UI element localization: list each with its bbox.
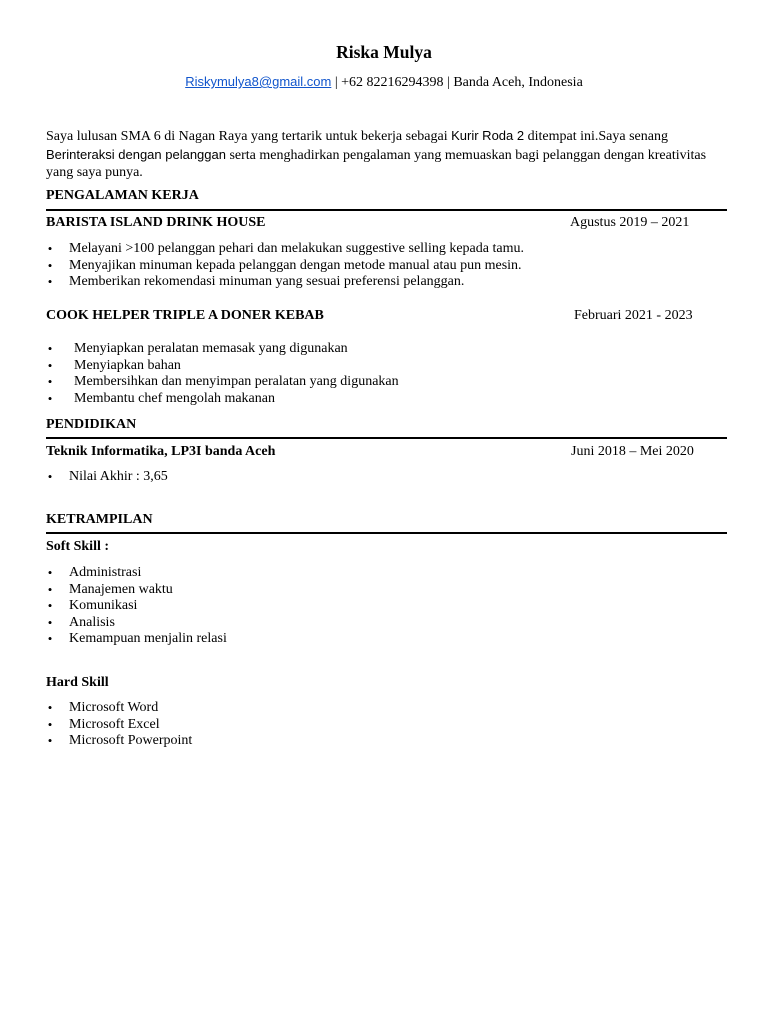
section-divider <box>46 532 727 534</box>
list-item <box>46 469 706 486</box>
list-item <box>46 598 706 615</box>
section-divider <box>46 437 727 439</box>
hard-skill-list <box>46 700 706 750</box>
list-item-text: Komunikasi <box>69 598 138 614</box>
job-date: Agustus 2019 – 2021 <box>570 215 690 230</box>
list-item <box>46 733 706 750</box>
list-item <box>46 717 706 734</box>
bullet-icon: • <box>47 390 53 406</box>
list-item-text: Kemampuan menjalin relasi <box>69 631 227 647</box>
hard-skill-title: Hard Skill <box>46 675 109 690</box>
list-item-text: Administrasi <box>69 565 142 580</box>
list-item <box>46 631 706 648</box>
section-title-skills: KETRAMPILAN <box>46 512 153 527</box>
list-item-text: Microsoft Word <box>69 700 159 715</box>
list-item <box>46 565 706 582</box>
bullet-icon: • <box>47 241 53 256</box>
list-item-text: Menyiapkan bahan <box>74 357 181 373</box>
resume-name: Riska Mulya <box>336 42 432 62</box>
list-item-text: Manajemen waktu <box>69 581 173 597</box>
list-item-text: Microsoft Powerpoint <box>69 733 193 749</box>
summary-text-5: serta menghadirkan pengalaman yang memuaskan bagi pelanggan dengan kreativitas yang saya punya. <box>46 147 707 180</box>
list-item <box>46 258 706 275</box>
bullet-icon: • <box>47 357 53 373</box>
list-item <box>46 391 706 408</box>
summary-text-2: Kurir Roda 2 <box>451 128 525 143</box>
list-item-text: Menyiapkan peralatan memasak yang digunakan <box>74 341 348 356</box>
soft-skill-list <box>46 565 706 648</box>
bullet-icon: • <box>47 581 53 597</box>
list-item-text: Nilai Akhir : 3,65 <box>69 469 168 484</box>
list-item-text: Microsoft Excel <box>69 716 160 732</box>
bullet-icon: • <box>47 374 53 390</box>
summary-paragraph <box>46 127 726 182</box>
list-item <box>46 358 706 375</box>
section-title-experience: PENGALAMAN KERJA <box>46 188 199 203</box>
list-item <box>46 700 706 717</box>
list-item-text: Membantu chef mengolah makanan <box>74 390 275 406</box>
email-link[interactable]: Riskymulya8@gmail.com <box>185 74 332 89</box>
list-item <box>46 615 706 632</box>
bullet-icon: • <box>47 598 53 614</box>
list-item <box>46 241 706 258</box>
contact-line <box>0 74 768 91</box>
list-item <box>46 274 706 291</box>
list-item-text: Membersihkan dan menyimpan peralatan yang digunakan <box>74 374 399 390</box>
summary-text-1: Saya lulusan SMA 6 di Nagan Raya yang tertarik untuk bekerja sebagai <box>46 129 452 144</box>
bullet-icon: • <box>47 614 53 630</box>
bullet-icon: • <box>47 631 53 647</box>
contact-details: | +62 82216294398 | Banda Aceh, Indonesia <box>331 75 583 90</box>
job-bullets <box>46 341 706 407</box>
list-item-text: Memberikan rekomendasi minuman yang sesuai preferensi pelanggan. <box>69 274 465 290</box>
bullet-icon: • <box>47 700 53 715</box>
education-bullets <box>46 469 706 486</box>
bullet-icon: • <box>47 716 53 732</box>
bullet-icon: • <box>47 733 53 749</box>
education-title: Teknik Informatika, LP3I banda Aceh <box>46 444 276 459</box>
list-item <box>46 582 706 599</box>
bullet-icon: • <box>47 565 53 580</box>
list-item <box>46 341 706 358</box>
bullet-icon: • <box>47 469 53 484</box>
soft-skill-title: Soft Skill : <box>46 539 110 554</box>
job-bullets <box>46 241 706 291</box>
job-title: BARISTA ISLAND DRINK HOUSE <box>46 215 266 230</box>
section-title-education: PENDIDIKAN <box>46 417 137 432</box>
bullet-icon: • <box>47 341 53 356</box>
job-date: Februari 2021 - 2023 <box>574 308 693 323</box>
list-item <box>46 374 706 391</box>
list-item-text: Melayani >100 pelanggan pehari dan melakukan suggestive selling kepada tamu. <box>69 241 524 256</box>
education-date: Juni 2018 – Mei 2020 <box>571 444 694 459</box>
summary-text-4: Berinteraksi dengan pelanggan <box>46 146 226 162</box>
list-item-text: Menyajikan minuman kepada pelanggan dengan metode manual atau pun mesin. <box>69 257 522 273</box>
list-item-text: Analisis <box>69 614 115 630</box>
section-divider <box>46 209 727 211</box>
summary-text-3: ditempat ini.Saya senang <box>524 129 668 144</box>
bullet-icon: • <box>47 257 53 273</box>
bullet-icon: • <box>47 274 53 290</box>
job-title: COOK HELPER TRIPLE A DONER KEBAB <box>46 308 324 323</box>
